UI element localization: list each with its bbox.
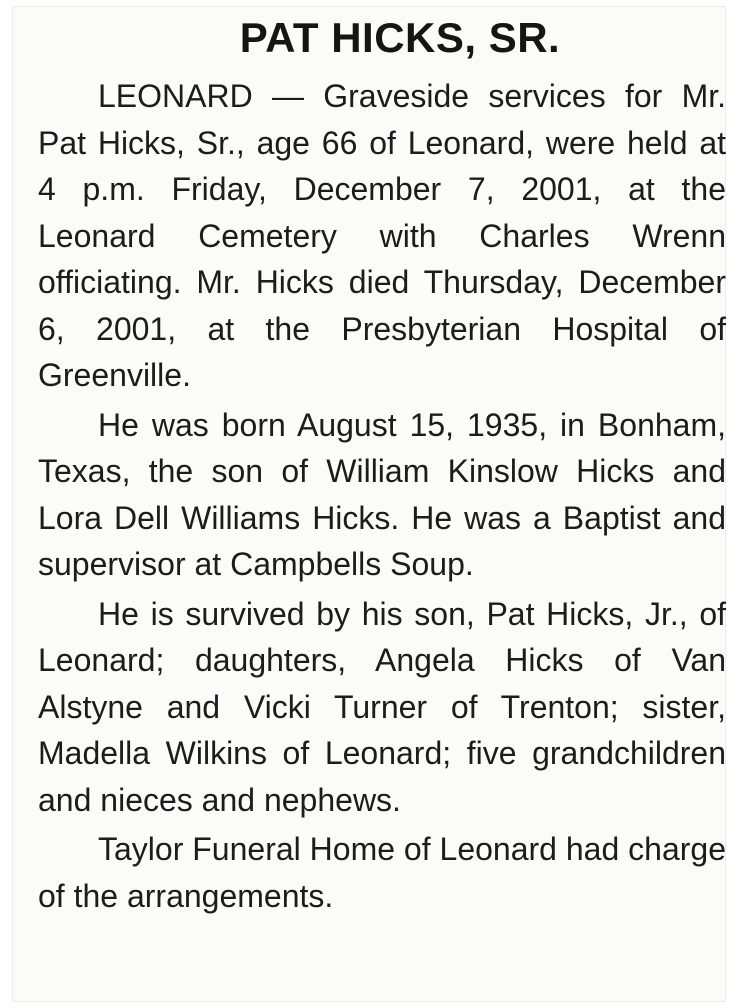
obituary-article <box>38 14 726 919</box>
obituary-paragraph-birth: He was born August 15, 1935, in Bonham, Texas, the son of William Kinslow Hicks and Lora Dell Williams Hicks. He was a Baptist and supervisor at Campbells Soup. <box>38 406 726 582</box>
newspaper-clipping <box>12 6 726 1002</box>
obituary-paragraph-survivors: He is survived by his son, Pat Hicks, Jr., of Leonard; daughters, Angela Hicks of Van Alstyne and Vicki Turner of Trenton; sister, Madella Wilkins of Leonard; five grandchildren and nieces and nephews. <box>38 595 726 818</box>
obituary-headline: PAT HICKS, SR. <box>239 14 561 61</box>
obituary-paragraph-arrangements: Taylor Funeral Home of Leonard had charge of the arrangements. <box>38 831 726 914</box>
obituary-paragraph-services: LEONARD — Graveside services for Mr. Pat Hicks, Sr., age 66 of Leonard, were held at 4 p.m. Friday, December 7, 2001, at the Leonard Cemetery with Charles Wrenn officiating. Mr. Hicks died Thursday, December 6, 2001, at the Presbyterian Hospital of Greenville. <box>38 78 726 393</box>
